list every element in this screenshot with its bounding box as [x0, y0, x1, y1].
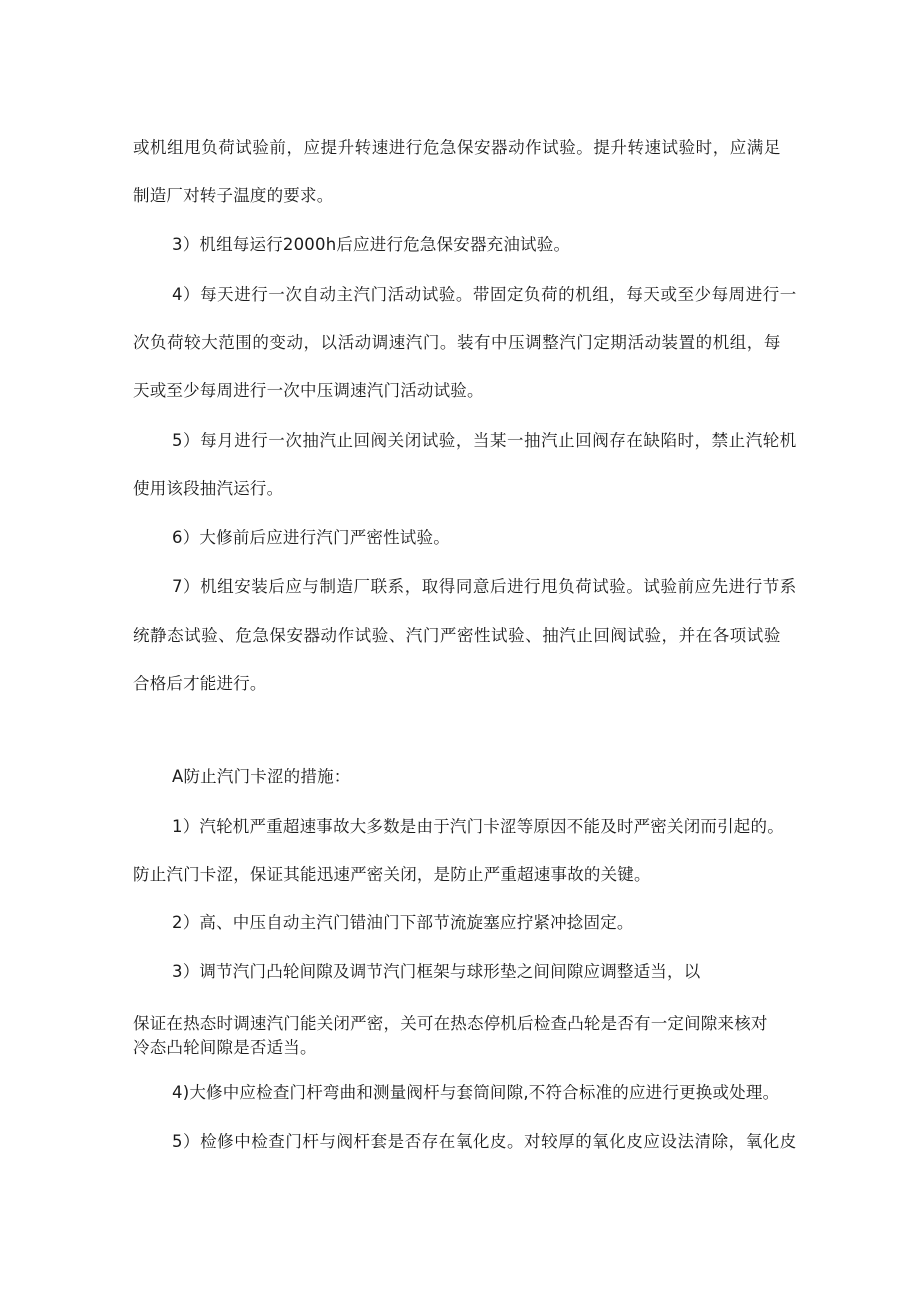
section-heading: A防止汽门卡涩的措施： [172, 767, 351, 786]
paragraph-line: 3）调节汽门凸轮间隙及调节汽门框架与球形垫之间间隙应调整适当，以 [172, 962, 701, 981]
paragraph-line: 或机组甩负荷试验前，应提升转速进行危急保安器动作试验。提升转速试验时，应满足 [133, 138, 781, 157]
paragraph-line: 次负荷较大范围的变动，以活动调速汽门。装有中压调整汽门定期活动装置的机组，每 [133, 333, 781, 352]
paragraph-line: 5）检修中检查门杆与阀杆套是否存在氧化皮。对较厚的氧化皮应设法清除，氧化皮 [172, 1132, 797, 1151]
paragraph-line: 统静态试验、危急保安器动作试验、汽门严密性试验、抽汽止回阀试验，并在各项试验 [133, 626, 781, 645]
paragraph-line: 保证在热态时调速汽门能关闭严密，关可在热态停机后检查凸轮是否有一定间隙来核对 [133, 1014, 768, 1033]
paragraph-line: 1）汽轮机严重超速事故大多数是由于汽门卡涩等原因不能及时严密关闭而引起的。 [172, 817, 784, 836]
paragraph-line: 2）高、中压自动主汽门错油门下部节流旋塞应拧紧冲捻固定。 [172, 913, 634, 932]
paragraph-line: 4）每天进行一次自动主汽门活动试验。带固定负荷的机组，每天或至少每周进行一 [172, 285, 797, 304]
paragraph-line: 7）机组安装后应与制造厂联系，取得同意后进行甩负荷试验。试验前应先进行节系 [172, 577, 797, 596]
paragraph-line: 冷态凸轮间隙是否适当。 [133, 1038, 317, 1057]
paragraph-line: 合格后才能进行。 [133, 674, 267, 693]
paragraph-line: 6）大修前后应进行汽门严密性试验。 [172, 528, 450, 547]
paragraph-line: 3）机组每运行2000h后应进行危急保安器充油试验。 [172, 235, 571, 254]
paragraph-line: 防止汽门卡涩，保证其能迅速严密关闭，是防止严重超速事故的关键。 [133, 865, 651, 884]
paragraph-line: 4)大修中应检查门杆弯曲和测量阀杆与套筒间隙,不符合标准的应进行更换或处理。 [172, 1083, 780, 1102]
paragraph-line: 使用该段抽汽运行。 [133, 479, 284, 498]
paragraph-line: 5）每月进行一次抽汽止回阀关闭试验，当某一抽汽止回阀存在缺陷时，禁止汽轮机 [172, 431, 797, 450]
paragraph-line: 天或至少每周进行一次中压调速汽门活动试验。 [133, 381, 484, 400]
paragraph-line: 制造厂对转子温度的要求。 [133, 186, 334, 205]
